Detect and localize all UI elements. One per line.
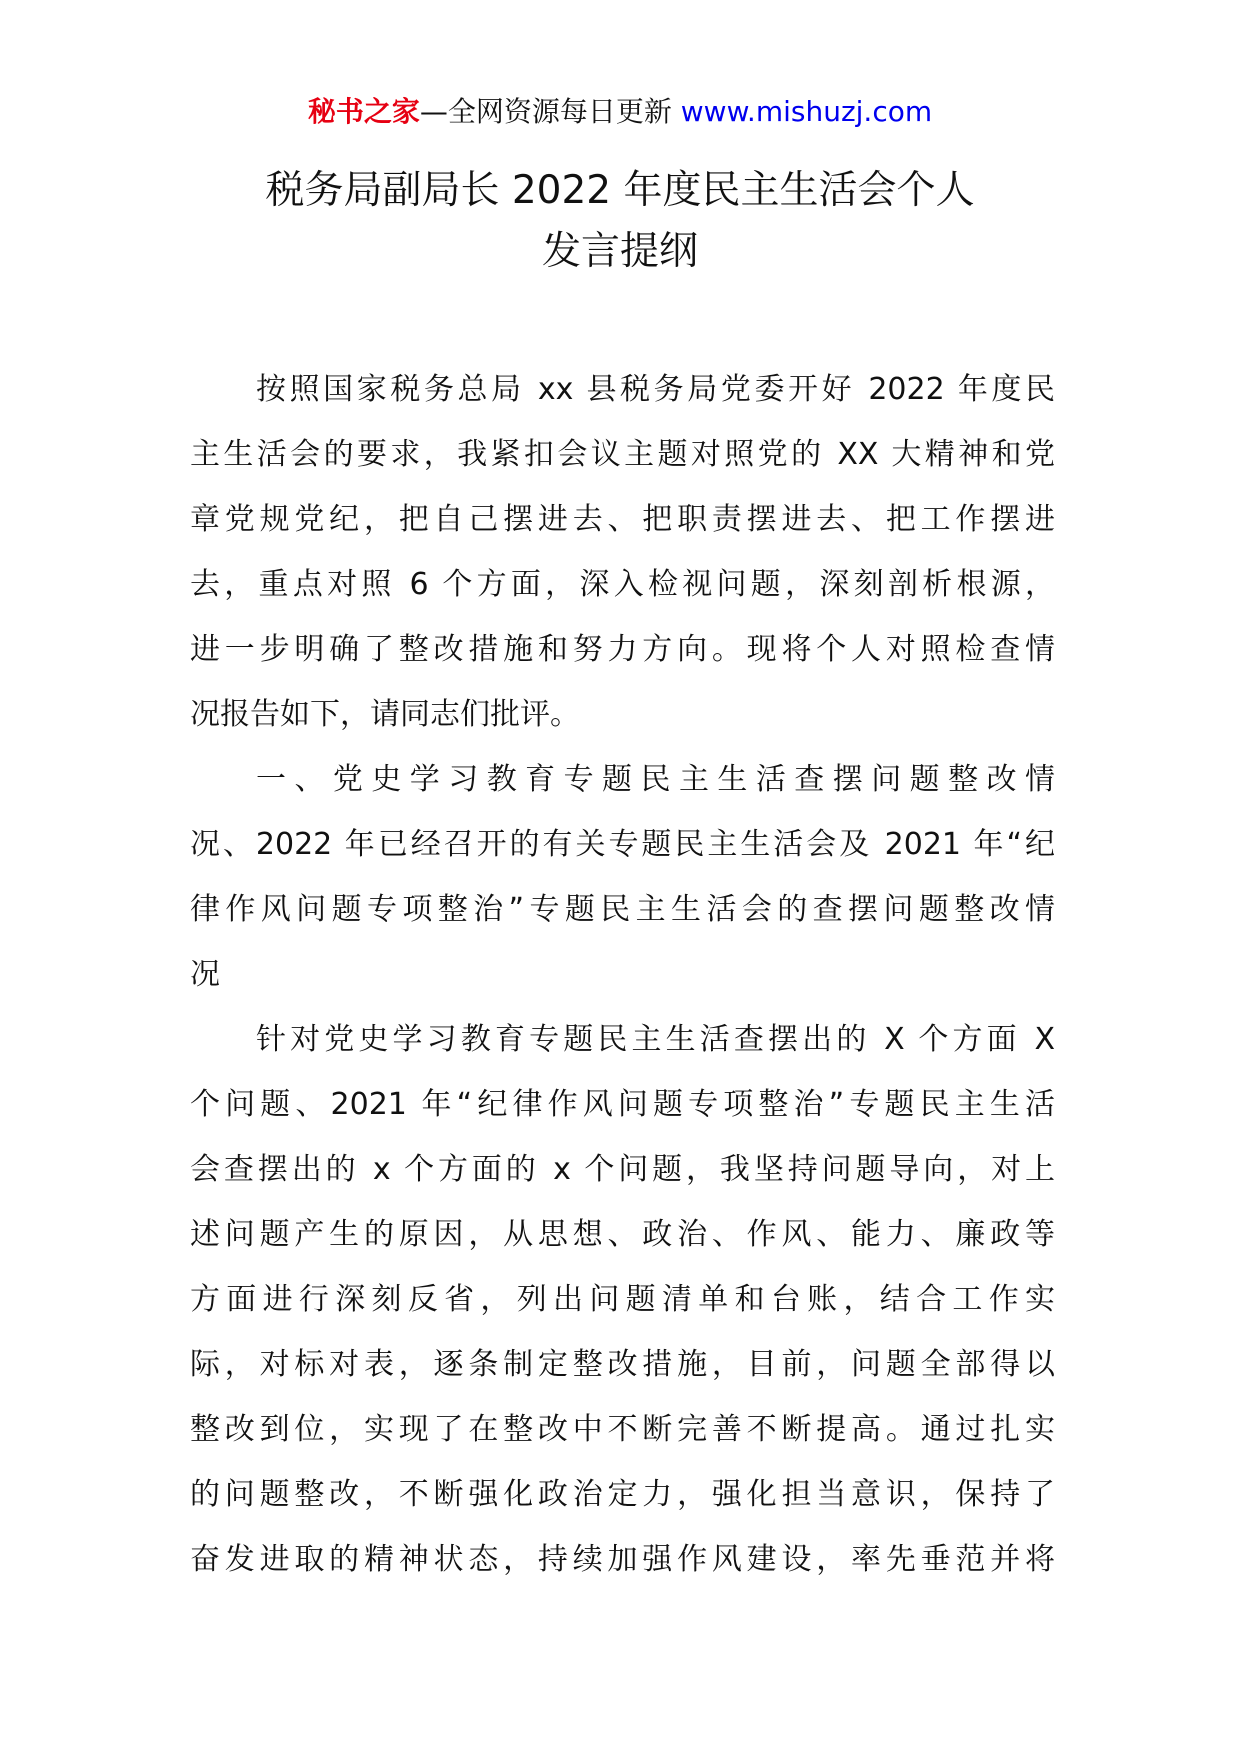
- text-line: 进一步明确了整改措施和努力方向。现将个人对照检查情: [190, 632, 1055, 667]
- section-heading-1: [190, 747, 1055, 1007]
- text-line: 律作风问题专项整治”专题民主生活会的查摆问题整改情: [190, 892, 1055, 927]
- document-title: [190, 160, 1050, 282]
- text-line: 际，对标对表，逐条制定整改措施，目前，问题全部得以: [190, 1347, 1055, 1382]
- text-line: 况、2022 年已经召开的有关专题民主生活会及 2021 年“纪: [190, 827, 1055, 862]
- text-line: 方面进行深刻反省，列出问题清单和台账，结合工作实: [190, 1282, 1055, 1317]
- paragraph-intro: [190, 357, 1055, 747]
- document-body: [190, 357, 1055, 1592]
- title-line-2: 发言提纲: [541, 229, 698, 274]
- text-line: 个问题、2021 年“纪律作风问题专项整治”专题民主生活: [190, 1087, 1055, 1122]
- text-line: 况报告如下，请同志们批评。: [190, 697, 580, 732]
- paragraph-rectification: [190, 1007, 1055, 1592]
- text-line: 整改到位，实现了在整改中不断完善不断提高。通过扎实: [190, 1412, 1055, 1447]
- text-line: 一、党史学习教育专题民主生活查摆问题整改情: [256, 762, 1055, 797]
- brand-name: 秘书之家: [307, 95, 420, 128]
- text-line: 的问题整改，不断强化政治定力，强化担当意识，保持了: [190, 1477, 1055, 1512]
- text-line: 针对党史学习教育专题民主生活查摆出的 X 个方面 X: [256, 1022, 1055, 1057]
- text-line: 主生活会的要求，我紧扣会议主题对照党的 XX 大精神和党: [190, 437, 1055, 472]
- text-line: 述问题产生的原因，从思想、政治、作风、能力、廉政等: [190, 1217, 1055, 1252]
- site-header: [0, 92, 1240, 132]
- title-line-1: 税务局副局长 2022 年度民主生活会个人: [265, 168, 975, 213]
- site-url-link[interactable]: www.mishuzj.com: [680, 95, 933, 128]
- text-line: 按照国家税务总局 xx 县税务局党委开好 2022 年度民: [256, 372, 1055, 407]
- text-line: 章党规党纪，把自己摆进去、把职责摆进去、把工作摆进: [190, 502, 1055, 537]
- text-line: 会查摆出的 x 个方面的 x 个问题，我坚持问题导向，对上: [190, 1152, 1055, 1187]
- text-line: 去，重点对照 6 个方面，深入检视问题，深刻剖析根源，: [190, 567, 1055, 602]
- text-line: 奋发进取的精神状态，持续加强作风建设，率先垂范并将: [190, 1542, 1055, 1577]
- text-line: 况: [190, 957, 220, 992]
- header-slogan: —全网资源每日更新: [419, 95, 681, 128]
